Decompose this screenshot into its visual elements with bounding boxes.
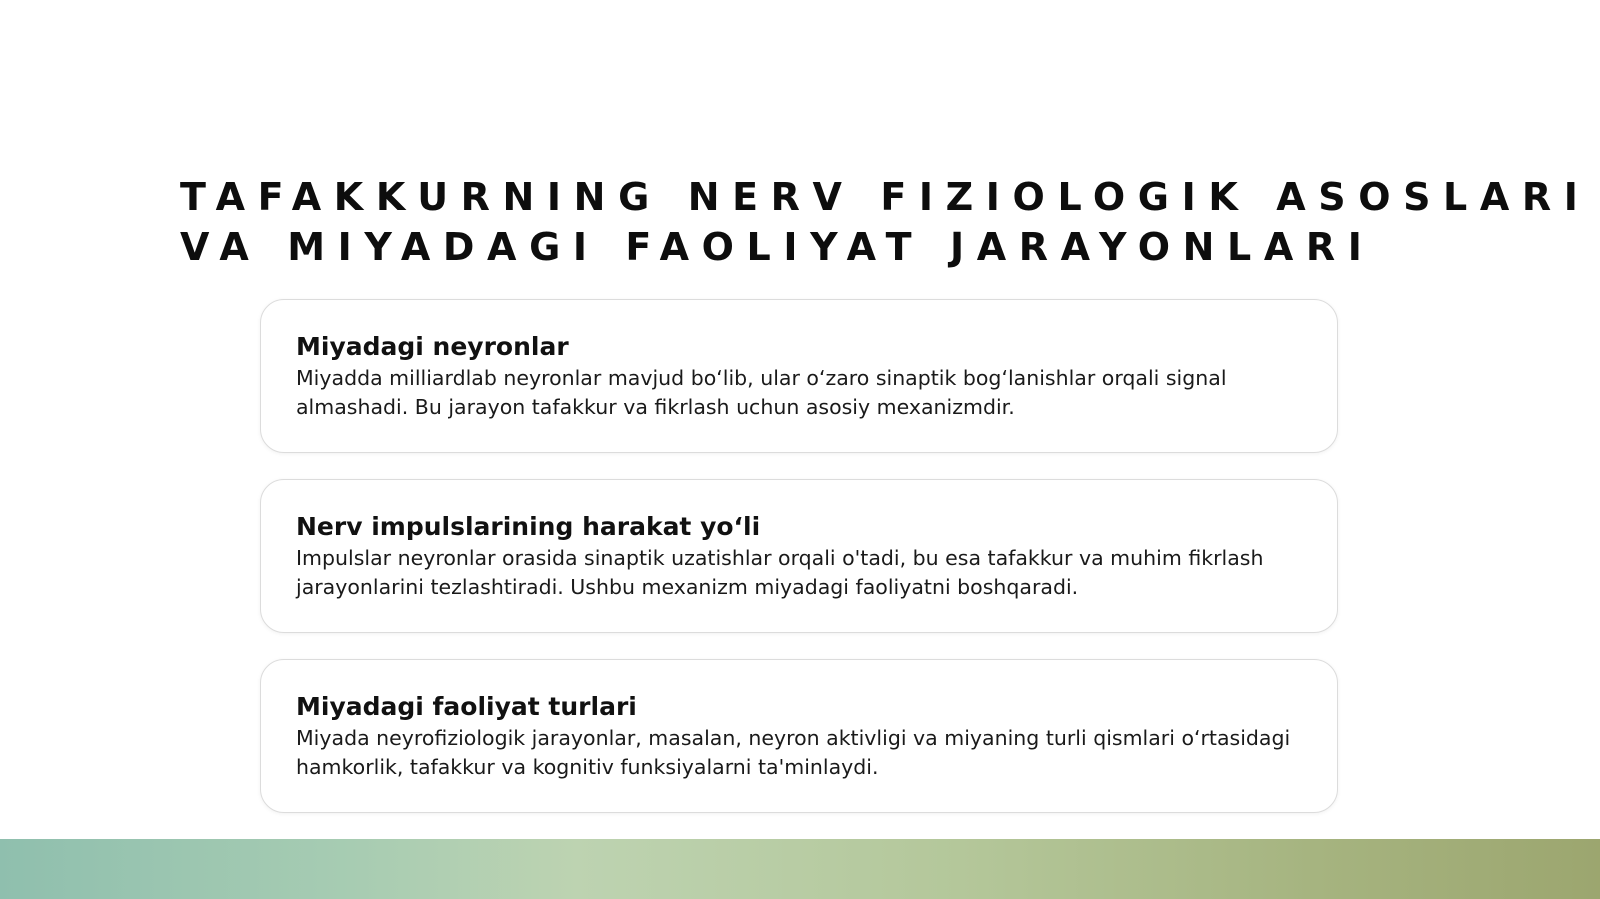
decorative-gradient-band (0, 839, 1600, 899)
card-body: Impulslar neyronlar orasida sinaptik uzatishlar orqali o'tadi, bu esa tafakkur va muhim fikrlash jarayonlarini tezlashtiradi. Ushbu mexanizm miyadagi faoliyatni boshqaradi. (296, 546, 1264, 599)
info-card-neurons (260, 299, 1338, 453)
card-heading: Miyadagi faoliyat turlari (296, 692, 637, 721)
card-body: Miyada neyrofiziologik jarayonlar, masalan, neyron aktivligi va miyaning turli qismlari o‘rtasidagi hamkorlik, tafakkur va kognitiv funksiyalarni ta'minlaydi. (296, 726, 1291, 779)
card-heading: Miyadagi neyronlar (296, 332, 569, 361)
slide-title (180, 172, 1591, 272)
slide-title-line-1: TAFAKKURNING NERV FIZIOLOGIK ASOSLARI (180, 175, 1591, 219)
card-heading: Nerv impulslarining harakat yo‘li (296, 512, 761, 541)
card-body: Miyadda milliardlab neyronlar mavjud bo‘lib, ular o‘zaro sinaptik bog‘lanishlar orqali signal almashadi. Bu jarayon tafakkur va fikrlash uchun asosiy mexanizmdir. (296, 366, 1227, 419)
info-card-nerve-impulses (260, 479, 1338, 633)
info-card-activity-types (260, 659, 1338, 813)
slide-title-line-2: VA MIYADAGI FAOLIYAT JARAYONLARI (180, 225, 1375, 269)
